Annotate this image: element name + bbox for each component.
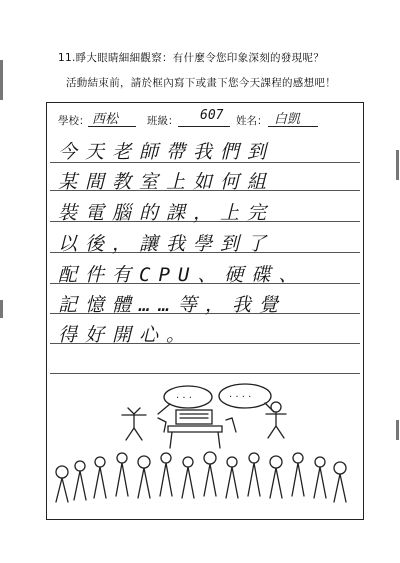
handwriting-line-7: 得好開心。 [58,324,194,346]
class-value: 607 [200,108,224,123]
scan-mark-left [0,60,3,100]
school-value: 西松 [92,112,119,127]
school-label: 學校： [58,115,90,127]
scan-mark-left-2 [0,300,3,318]
handwriting-line-3: 裝電腦的課，上完 [58,202,275,224]
name-value: 白凱 [274,112,301,127]
handwriting-line-1: 今天老師帶我們到 [58,141,275,163]
handwriting-line-5: 配件有CPU、硬碟、 [58,264,306,286]
handwriting-line-6: 記憶體……等，我覺 [58,294,286,316]
class-underline [178,126,230,127]
instruction-text: 活動結束前，請於框內寫下或畫下您今天課程的感想吧！ [66,77,336,89]
handwriting-line-4: 以後，讓我學到了 [58,233,275,255]
scan-mark-right-2 [396,420,399,440]
class-label: 班級： [147,115,179,127]
handwriting-line-2: 某間教室上如何組 [58,171,275,193]
audience-heads [56,452,346,502]
school-underline [88,126,136,127]
classroom-drawing [46,370,362,518]
speech-bubble-left-text: · · · [176,393,192,404]
scan-mark-right [396,150,399,180]
question-heading: 11.睜大眼睛細細觀察：有什麼令您印象深刻的發現呢？ [58,52,324,64]
computer-desk [158,410,236,448]
name-label: 姓名： [236,115,268,127]
name-underline [268,126,318,127]
speech-bubble-right-text: · · · · [229,392,252,403]
teacher-figure [122,408,146,440]
